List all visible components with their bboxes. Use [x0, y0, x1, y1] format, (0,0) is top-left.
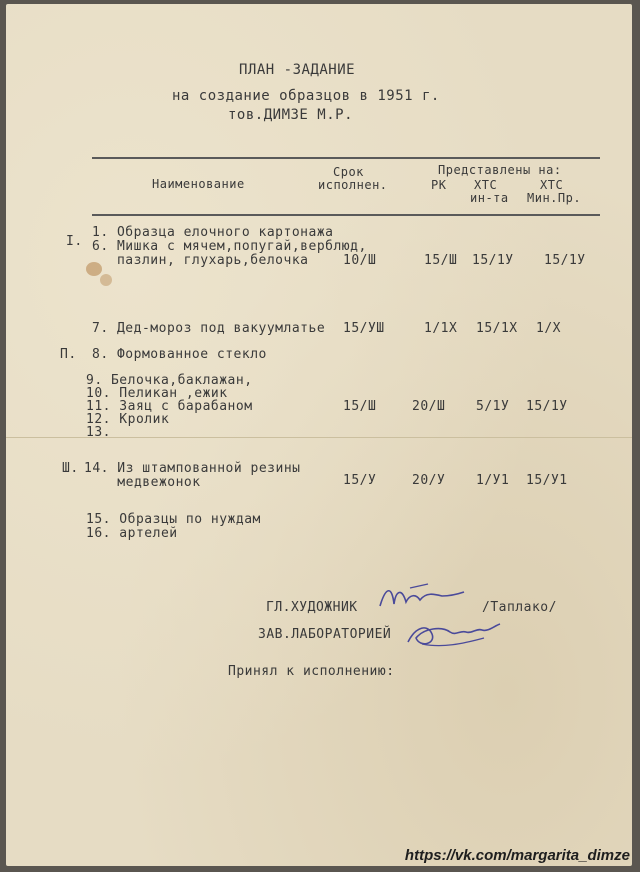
cell-xtc-inst: 1/У1: [476, 473, 510, 488]
table-top-rule: [92, 157, 600, 159]
cell-deadline: 15/Ш: [343, 399, 377, 414]
document-title: ПЛАН -ЗАДАНИЕ: [239, 62, 356, 78]
header-deadline: Срок: [333, 165, 364, 179]
cell-deadline: 15/УШ: [343, 321, 385, 336]
item-line: 15. Образцы по нуждам: [86, 512, 261, 527]
item-line: 11. Заяц с барабаном: [86, 399, 253, 414]
cell-deadline: 15/У: [343, 473, 377, 488]
item-line: 12. Кролик: [86, 412, 170, 427]
cell-rk: 20/Ш: [412, 399, 446, 414]
header-xtc-inst: ин-та: [470, 191, 509, 205]
section-number: П.: [60, 347, 77, 362]
item-line: медвежонок: [84, 475, 201, 490]
table-header-rule: [92, 214, 600, 216]
item-line: 6. Мишка с мячем,попугай,верблюд,: [92, 239, 367, 254]
header-xtc-min: Мин.Пр.: [527, 191, 582, 205]
cell-xtc-min: 15/1У: [544, 253, 586, 268]
header-presented: Представлены на:: [438, 163, 562, 177]
item-line: 9. Белочка,баклажан,: [86, 373, 253, 388]
item-line: 16. артелей: [86, 526, 178, 541]
header-xtc-inst: ХТС: [474, 178, 498, 192]
cell-xtc-min: 15/1У: [526, 399, 568, 414]
item-line: 10. Пеликан ,ежик: [86, 386, 228, 401]
addressee: тов.ДИМЗЕ М.Р.: [228, 107, 354, 123]
cell-xtc-min: 1/Х: [536, 321, 561, 336]
item-line: пазлин, глухарь,белочка: [92, 253, 309, 268]
cell-deadline: 10/Ш: [343, 253, 377, 268]
cell-xtc-inst: 15/1Х: [476, 321, 518, 336]
header-deadline: исполнен.: [318, 178, 388, 192]
item-line: 8. Формованное стекло: [92, 347, 267, 362]
item-line: 1. Образца елочного картонажа: [92, 225, 334, 240]
item-line: 14. Из штампованной резины: [84, 461, 301, 476]
stain: [100, 274, 112, 286]
watermark-url: https://vk.com/margarita_dimze: [404, 847, 630, 864]
accepted-label: Принял к исполнению:: [228, 664, 395, 679]
cell-rk: 20/У: [412, 473, 446, 488]
header-rk: РК: [431, 178, 447, 192]
document-subtitle: на создание образцов в 1951 г.: [172, 88, 440, 104]
chief-artist-label: ГЛ.ХУДОЖНИК: [266, 600, 358, 615]
header-name: Наименование: [152, 177, 245, 191]
section-number: Ш.: [62, 461, 79, 476]
cell-xtc-inst: 15/1У: [472, 253, 514, 268]
signature-chief-artist: [376, 580, 468, 616]
cell-rk: 15/Ш: [424, 253, 458, 268]
cell-rk: 1/1Х: [424, 321, 458, 336]
cell-xtc-min: 15/У1: [526, 473, 568, 488]
section-number: I.: [66, 234, 83, 249]
item-line: 13.: [86, 425, 111, 440]
cell-xtc-inst: 5/1У: [476, 399, 510, 414]
lab-head-label: ЗАВ.ЛАБОРАТОРИЕЙ: [258, 627, 392, 642]
header-xtc-min: ХТС: [540, 178, 564, 192]
chief-artist-name: /Таплако/: [482, 600, 557, 615]
item-line: 7. Дед-мороз под вакуумлатье: [92, 321, 326, 336]
signature-lab-head: [402, 614, 506, 654]
